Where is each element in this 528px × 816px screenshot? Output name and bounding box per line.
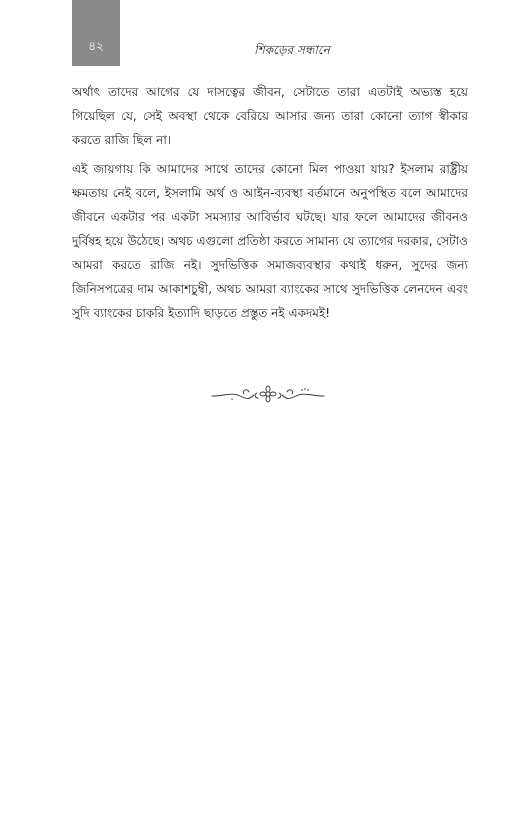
body-paragraph: এই জায়গায় কি আমাদের সাথে তাদের কোনো মিল পাওয়া যায়? ইসলাম রাষ্ট্রীয় ক্ষমতায় নেই বলে, ইসলামি অর্থ ও আইন-ব্যবস্থা বর্তমানে অনুপস্থিত বলে আমাদের জীবনে একটার পর একটা সমস্যার আবির্ভাব ঘটছে। যার ফলে আমাদের জীবনও দুর্বিষহ হয়ে উঠেছে। অথচ এগুলো প্রতিষ্ঠা করতে সামান্য যে ত্যাগের দরকার, সেটাও আমরা করতে রাজি নই। সুদভিত্তিক সমাজব্যবস্থার কথাই ধরুন, সুদের জন্য জিনিসপত্রের দাম আকাশচুম্বী, অথচ আমরা ব্যাংকের সাথে সুদভিত্তিক লেনদেন এবং সুদি ব্যাংকের চাকরি ইত্যাদি ছাড়তে প্রস্তুত নই একদমই!	[72, 162, 468, 320]
running-header-title: শিকড়ের সন্ধানে	[254, 43, 330, 57]
body-paragraph: অর্থাৎ তাদের আগের যে দাসত্বের জীবন, সেটাতে তারা এতটাই অভ্যস্ত হয়ে গিয়েছিল যে, সেই অবস্থা থেকে বেরিয়ে আসার জন্য তারা কোনো ত্যাগ স্বীকার করতে রাজি ছিল না।	[72, 85, 468, 147]
page-number-tab	[72, 0, 120, 66]
floral-divider-icon	[210, 384, 326, 406]
page-number: ৪২	[88, 39, 104, 53]
